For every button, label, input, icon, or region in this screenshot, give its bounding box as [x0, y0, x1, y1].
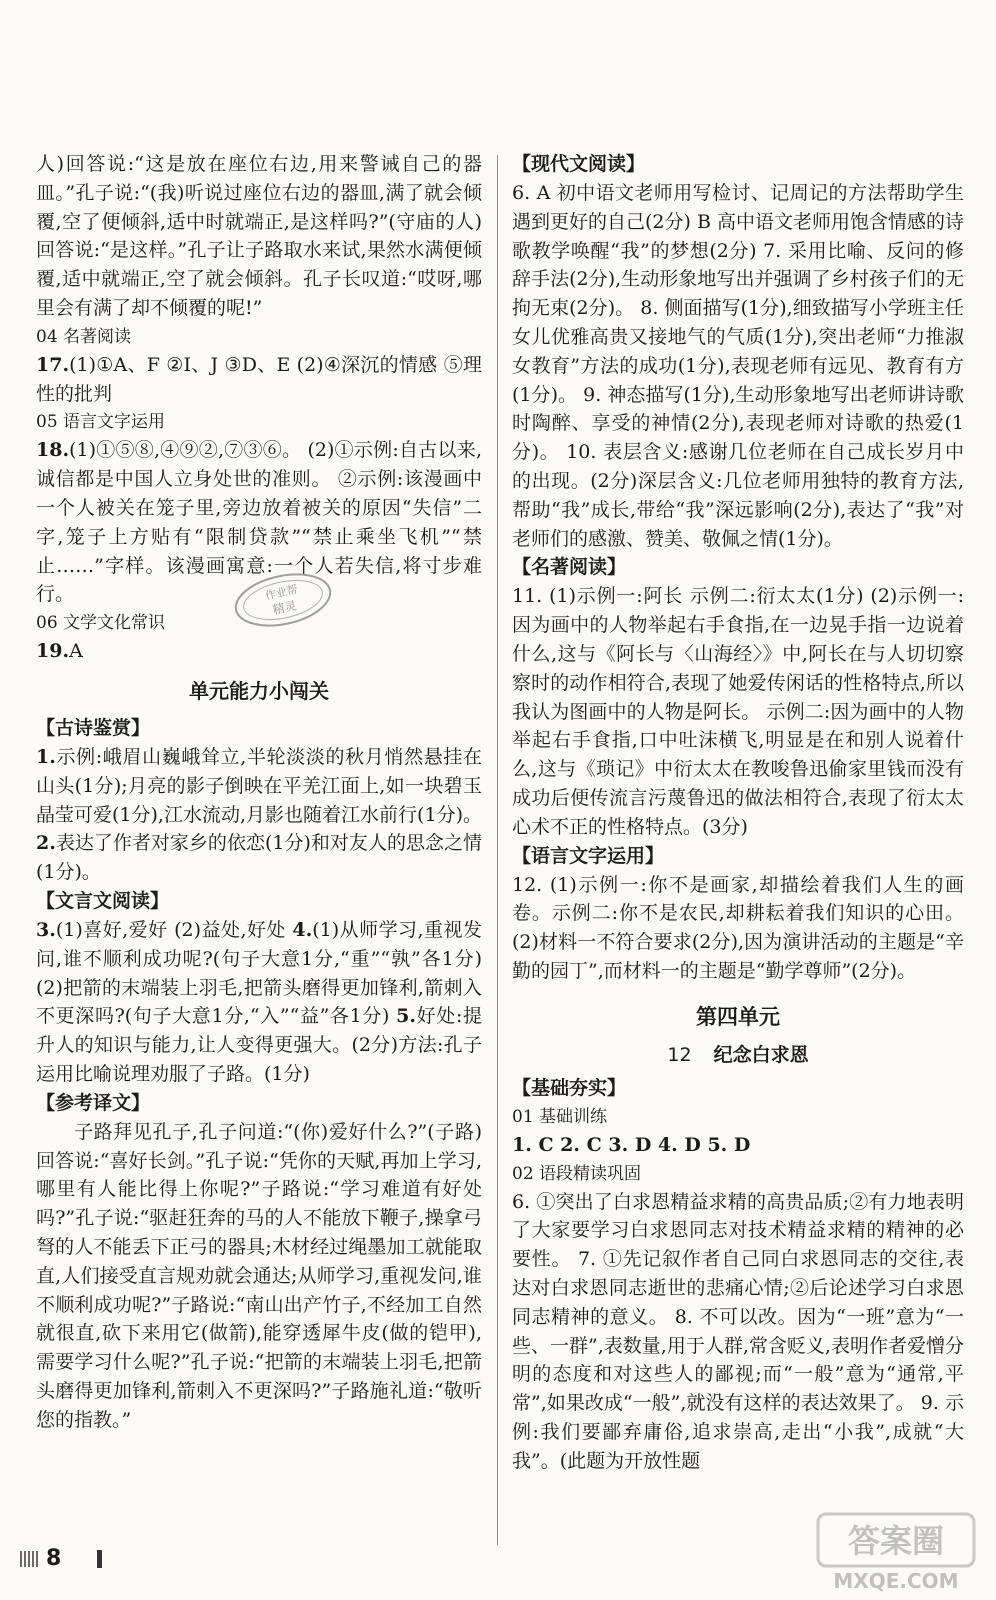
modern-reading-answers: 6. A 初中语文老师用写检讨、记周记的方法帮助学生遇到更好的自己(2分) B 高中语文老师用饱含情感的诗歌教学唤醒“我”的梦想(2分) 7. 采用比喻、反问的修辞手法(2分),生动形象地写出并强调了乡村孩子们的无拘无束(2分)。 8. 侧面描写(1分),细致描写小学班主任女儿优雅高贵又接地气的气质(1分),突出老师“力推淑女教育”方法的成功(1分),表现老师有远见、教育有方(1分)。 9. 神态描写(1分),生动形象地写出老师讲诗歌时陶醉、享受的神情(2分),表现老师对诗歌的热爱(1分)。 10. 表层含义:感谢几位老师在自己成长岁月中的出现。(2分)深层含义:几位老师用独特的教育方法,帮助“我”成长,带给“我”深远影响(2分),表达了“我”对老师们的感激、赞美、敬佩之情(1分)。: [512, 182, 964, 550]
lesson-number: 12: [667, 1043, 692, 1066]
answer-17-number: 17.: [36, 353, 70, 376]
answer-19-text: A: [69, 640, 83, 663]
watermark-logo: [816, 1510, 976, 1594]
section-05-heading: 05 语言文字运用: [36, 412, 166, 433]
classical-q3-text: (1)喜好,爱好 (2)益处,好处: [55, 918, 286, 941]
basic-answers: 1. C 2. C 3. D 4. D 5. D: [512, 1133, 751, 1156]
answer-19-number: 19.: [36, 640, 70, 663]
classical-q4-text: (1)从师学习,重视发问,谁不顺利成功呢?(句子大意1分,“重”“孰”各1分) (2)把箭的末端装上羽毛,把箭头磨得更加锋利,箭刺入不更深吗?(句子大意1分,“入”“益”各1分): [36, 918, 482, 1028]
passage-answers: 6. ①突出了白求恩精益求精的高贵品质;②有力地表明了大家要学习白求恩同志对技术精益求精的精神的必要性。 7. ①先记叙作者自己同白求恩同志的交往,表达对白求恩同志逝世的悲痛心情;②后论述学习白求恩同志精神的意义。 8. 不可以改。因为“一班”意为“一些、一群”,表数量,用于人群,常含贬义,表明作者爱憎分明的态度和对这些人的鄙视;而“一般”意为“通常,平常”,如果改成“一般”,就没有这样的表达效果了。 9. 示例:我们要鄙弃庸俗,追求崇高,走出“小我”,成就“大我”。(此题为开放性题: [512, 1190, 964, 1472]
left-column: [36, 150, 482, 1434]
classical-q5-number: 5.: [396, 1005, 416, 1028]
classical-q3-number: 3.: [36, 918, 56, 941]
answer-18-text: (1)①⑤⑧,④⑨②,⑦③⑥。 (2)①示例:自古以来,诚信都是中国人立身处世的准则。 ②示例:该漫画中一个人被关在笼子里,旁边放着被关的原因“失信”二字,笼子上方贴有“限制贷款”“禁止乘坐飞机”“禁止……”字样。该漫画寓意:一个人若失信,将寸步难行。: [36, 439, 482, 606]
stamp-text-bottom: 精灵: [271, 598, 298, 618]
watermark-logo-url: MXQE.COM: [833, 1569, 959, 1593]
answer-19: [36, 637, 482, 666]
classical-reading-tag: 【文言文阅读】: [36, 889, 170, 912]
page-number: 8: [46, 1546, 62, 1571]
footer-bar: [97, 1550, 102, 1568]
page-footer: [20, 1546, 102, 1571]
language-use-answers: 12. (1)示例一:你不是画家,却描绘着我们人生的画卷。示例二:你不是农民,却耕耘着我们知识的心田。 (2)材料一不符合要求(2分),因为演讲活动的主题是“辛勤的园丁”,而材料一的主题是“勤学尊师”(2分)。: [512, 873, 964, 982]
section-02-heading: 02 语段精读巩固: [512, 1163, 642, 1184]
section-06-heading: 06 文学文化常识: [36, 613, 166, 634]
lesson-name: 纪念白求恩: [713, 1043, 809, 1066]
basic-practice-tag: 【基础夯实】: [512, 1076, 627, 1099]
stamp-text-top: 作业帮: [263, 582, 299, 603]
language-use-tag: 【语言文字运用】: [512, 844, 665, 867]
translation-continued: 人)回答说:“这是放在座位右边,用来警诫自己的器皿。”孔子说:“(我)听说过座位右边的器皿,满了就会倾覆,空了便倾斜,适中时就端正,是这样吗?”(守庙的人)回答说:“是这样。”孔子让子路取水来试,果然水满便倾覆,适中就端正,空了就会倾斜。孔子长叹道:“哎呀,哪里会有满了却不倾覆的呢!”: [36, 153, 482, 319]
poem-q1-text: 示例:峨眉山巍峨耸立,半轮淡淡的秋月悄然悬挂在山头(1分);月亮的影子倒映在平羌江面上,如一块碧玉晶莹可爱(1分),江水流动,月影也随着江水前行(1分)。: [36, 745, 482, 826]
watermark-logo-text: 答案圈: [847, 1522, 945, 1560]
answer-17-text: (1)①A、F ②I、J ③D、E (2)④深沉的情感 ⑤理性的批判: [36, 353, 482, 405]
poem-q2-text: 表达了作者对家乡的依恋(1分)和对友人的思念之情(1分)。: [36, 832, 482, 884]
right-column: [512, 150, 964, 1475]
classical-q5-text: 好处:提升人的知识与能力,让人变得更强大。(2分)方法:孔子运用比喻说理劝服了子路。(1分): [36, 1005, 483, 1085]
poem-answers: [36, 743, 482, 887]
classical-answers: [36, 916, 482, 1089]
poem-q2-number: 2.: [36, 832, 56, 855]
classic-book-answers: 11. (1)示例一:阿长 示例二:衍太太(1分) (2)示例一:因为画中的人物举起右手食指,在一边晃手指一边说着什么,这与《阿长与〈山海经〉》中,阿长在与人切切察察时的动作相符合,表现了她爱传闲话的性格特点,所以我认为图画中的人物是阿长。 示例二:因为画中的人物举起右手食指,口中吐沫横飞,明显是在和别人说着什么,这与《琐记》中衍太太在教唆鲁迅偷家里钱而没有成功后便传流言污蔑鲁迅的做法相符合,表现了衍太太心术不正的性格特点。(3分): [512, 585, 964, 838]
reference-translation-text: 子路拜见孔子,孔子问道:“(你)爱好什么?”(子路)回答说:“喜好长剑。”孔子说:“凭你的天赋,再加上学习,哪里有人能比得上你呢?”子路说:“学习难道有好处吗?”孔子说:“驱赶狂奔的马的人不能放下鞭子,操拿弓弩的人不能丢下正弓的器具;木材经过绳墨加工就能取直,人们接受直言规劝就会通达;从师学习,重视发问,谁不顺利成功呢?”子路说:“南山出产竹子,不经加工自然就很直,砍下来用它(做箭),能穿透犀牛皮(做的铠甲),需要学习什么呢?”孔子说:“把箭的末端装上羽毛,把箭头磨得更加锋利,箭刺入不更深吗?”子路施礼道:“敬听您的指教。”: [36, 1120, 482, 1431]
modern-reading-tag: 【现代文阅读】: [512, 153, 646, 175]
poem-appreciation-tag: 【古诗鉴赏】: [36, 716, 151, 739]
column-divider: [497, 155, 498, 1545]
lesson-title: [512, 1040, 964, 1070]
reference-translation-tag: 【参考译文】: [36, 1091, 151, 1114]
unit-four-title: 第四单元: [696, 1004, 780, 1029]
classical-q4-number: 4.: [292, 918, 313, 941]
answer-18-number: 18.: [36, 439, 70, 462]
page-tab-mark: [20, 1551, 40, 1567]
section-01-heading: 01 基础训练: [512, 1106, 608, 1127]
poem-q1-number: 1.: [36, 745, 56, 768]
answer-17: [36, 351, 482, 409]
classic-book-reading-tag: 【名著阅读】: [512, 556, 627, 579]
section-04-heading: 04 名著阅读: [36, 326, 132, 347]
unit-quiz-title: 单元能力小闯关: [189, 678, 329, 703]
